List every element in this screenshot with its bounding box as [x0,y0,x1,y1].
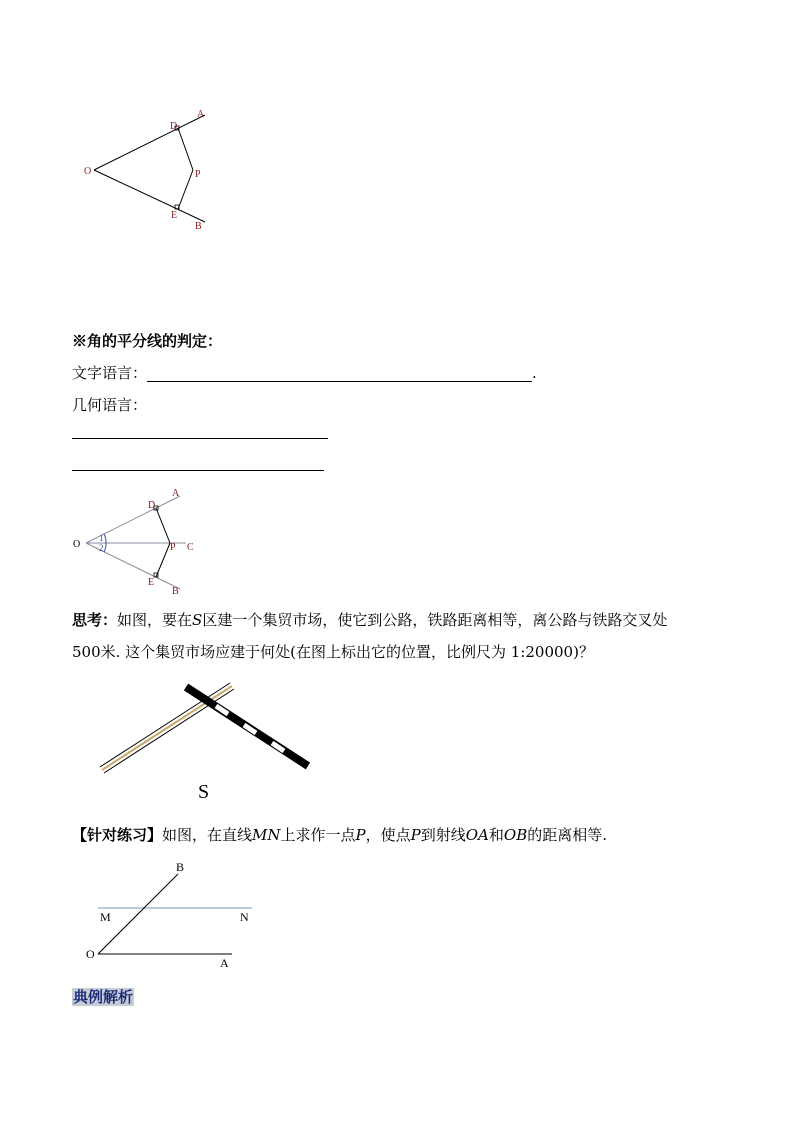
exercise-var-p1: P [355,826,366,844]
label-b: B [172,586,179,597]
label-angle-2: 2 [99,543,104,553]
geometry-language-label: 几何语言： [72,396,148,414]
label-a: A [220,956,229,970]
label-m: M [100,910,111,924]
text-language-row [72,362,537,383]
region-s-label: S [198,781,210,803]
exercise-text-6: 的距离相等. [527,826,608,844]
label-o: O [84,166,92,177]
segment-dp [178,128,193,170]
railway [186,687,308,766]
exercise-var-mn: MN [252,826,281,844]
exercise-var-p2: P [410,826,421,844]
geometry-blank-2[interactable] [72,470,324,471]
segment-ep [178,170,193,209]
exercise-text-1: 如图，在直线 [162,826,253,844]
label-b: B [176,860,185,874]
figure-line-mn-rays [80,855,270,973]
segment-ep [156,543,170,577]
segment-dp [156,508,170,543]
label-a: A [197,109,205,120]
example-section-title [72,986,134,1007]
label-d: D [148,500,156,511]
label-b: B [195,221,202,232]
exercise-var-ob: OB [503,826,528,844]
figure-road-railway [92,670,322,810]
exercise-text-2: 上求作一点 [280,826,356,844]
think-text-1: 如图，要在 [117,611,193,629]
exercise-paragraph [72,819,607,851]
ray-ob [94,170,205,222]
think-paragraph [72,604,732,668]
label-e: E [171,210,178,221]
label-a: A [172,488,180,499]
text-language-period: . [532,364,537,382]
exercise-text-5: 和 [488,826,504,844]
label-p: P [195,169,201,180]
exercise-var-oa: OA [465,826,489,844]
think-line-1 [72,604,732,636]
exercise-text-4: 到射线 [420,826,466,844]
exercise-text-3: ，使点 [365,826,411,844]
think-s-variable: S [192,611,203,629]
ray-oa [94,115,205,170]
text-language-label: 文字语言： [72,364,148,382]
label-e: E [148,577,155,588]
angle-arc-2 [104,543,106,552]
road [100,683,234,773]
text-language-blank[interactable] [147,380,532,382]
criterion-heading: ※角的平分线的判定： [72,332,223,350]
exercise-label: 【针对练习】 [72,826,163,844]
label-n: N [240,910,249,924]
figure-angle-bisector [68,484,218,604]
example-title-text: 典例解析 [73,988,134,1006]
label-angle-1: 1 [99,533,104,543]
think-line-2: 500米. 这个集贸市场应建于何处(在图上标出它的位置，比例尺为 1:20000)？ [72,643,594,661]
label-d: D [170,121,178,132]
think-text-2: 区建一个集贸市场，使它到公路，铁路距离相等，离公路与铁路交叉处 [202,611,668,629]
label-c: C [187,542,194,553]
think-label: 思考： [72,611,118,629]
label-p: P [170,542,176,553]
figure-angle-perpendiculars [80,100,230,240]
label-o: O [73,539,81,550]
angle-arc-1 [104,534,106,543]
label-o: O [86,947,95,961]
geometry-blank-1[interactable] [72,438,328,439]
